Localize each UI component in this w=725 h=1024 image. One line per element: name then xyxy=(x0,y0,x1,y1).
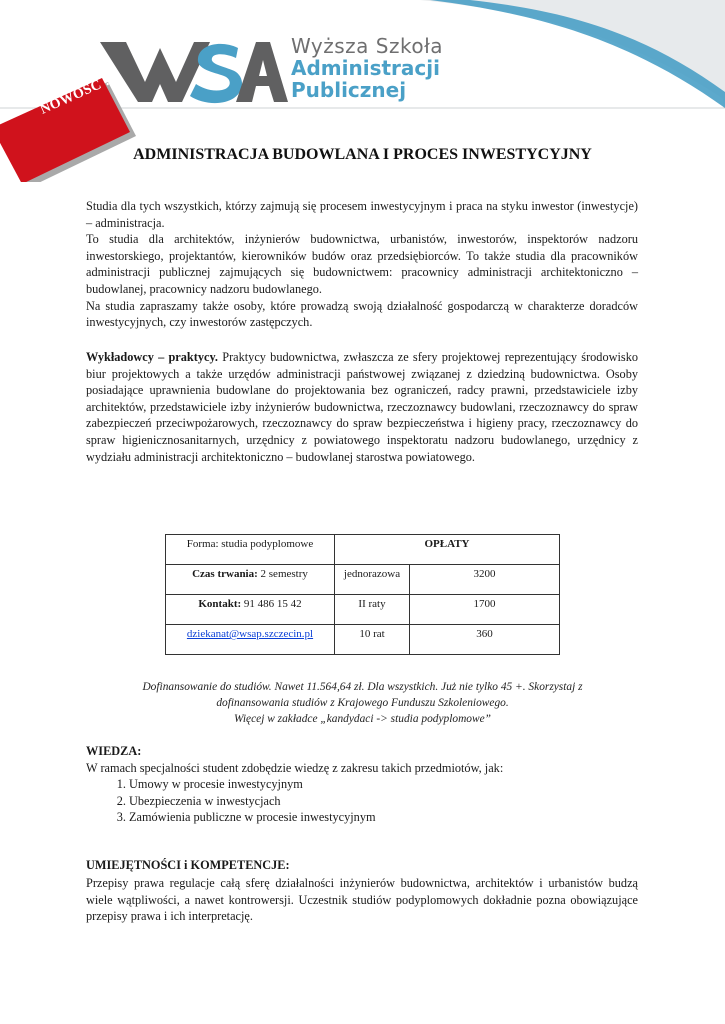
payment-mode: jednorazowa xyxy=(335,565,410,595)
page-title: ADMINISTRACJA BUDOWLANA I PROCES INWESTYCYJNY xyxy=(133,146,592,163)
swoosh-shape xyxy=(420,0,725,100)
logo-wordmark xyxy=(291,36,443,100)
fees-table xyxy=(165,534,560,655)
logo-line-2: Administracji xyxy=(291,56,440,80)
list-item: 3. Zamówienia publiczne w procesie inwestycyjnym xyxy=(129,809,376,826)
email-link[interactable]: dziekanat@wsap.szczecin.pl xyxy=(186,628,314,640)
intro-section xyxy=(86,198,638,331)
skills-title: UMIEJĘTNOŚCI i KOMPETENCJE: xyxy=(86,858,290,872)
logo-line-3: Publicznej xyxy=(291,78,407,102)
payment-mode: 10 rat xyxy=(335,625,410,655)
payment-amount: 360 xyxy=(410,625,560,655)
table-row xyxy=(166,535,560,565)
knowledge-title: WIEDZA: xyxy=(86,744,142,758)
fees-header: OPŁATY xyxy=(424,538,470,550)
intro-paragraph-1: Studia dla tych wszystkich, którzy zajmują się procesem inwestycyjnym i praca na styku inwestor (inwestycje) – administracja. xyxy=(86,199,638,230)
intro-paragraph-2: To studia dla architektów, inżynierów budownictwa, urbanistów, inwestorów, inspektorów nadzoru inwestorskiego, projektantów, kierowników budów oraz przedsiębiorców. To także studia dla pracowników administracji publicznej zajmujących się budownictwem: pracownicy administracji architektoniczno – budowlanej, pracownicy nadzoru budowlanego. xyxy=(86,232,638,296)
table-row xyxy=(166,625,560,655)
lecturers-text: Praktycy budownictwa, zwłaszcza ze sfery projektowej reprezentujący środowisko biur projektowych a także urzędów administracji państwowej związanej z dziedziną budownictwa. Osoby posiadające uprawnienia budowlane do projektowania bez ograniczeń, radcy prawni, przedstawiciele izby architektów, przedstawiciele izby inżynierów budownictwa, rzeczoznawcy budowlani, rzeczoznawcy do spraw zabezpieczeń przeciwpożarowych, rzeczoznawcy do spraw bezpieczeństwa i higieny pracy, rzeczoznawcy do spraw higienicznosanitarnych, urzędnicy z powiatowego inspektoratu nadzoru budowlanego, urzędnicy z wydziału administracji architektoniczno – budowlanej starostwa powiatowego. xyxy=(86,350,638,464)
form-cell: Forma: studia podyplomowe xyxy=(166,535,335,565)
payment-amount: 1700 xyxy=(410,595,560,625)
list-item: 2. Ubezpieczenia w inwestycjach xyxy=(129,793,376,810)
table-row xyxy=(166,565,560,595)
skills-text: Przepisy prawa regulacje całą sferę działalności inżynierów budownictwa, architektów i urbanistów budzą wiele wątpliwości, a nawet kontrowersji. Uczestnik studiów podyplomowych dokładnie pozna obowiązujące przepisy prawa i ich interpretację. xyxy=(86,876,638,923)
table-row xyxy=(166,595,560,625)
payment-mode: II raty xyxy=(335,595,410,625)
lecturers-label: Wykładowcy – praktycy. xyxy=(86,350,218,364)
intro-paragraph-3: Na studia zapraszamy także osoby, które prowadzą swoją działalność gospodarczą w charakterze doradców inwestycyjnych, czy inwestorów zastępczych. xyxy=(86,298,638,330)
list-item: 1. Umowy w procesie inwestycyjnym xyxy=(129,776,376,793)
new-badge: NOWOŚĆ !!! xyxy=(38,69,122,118)
knowledge-intro: W ramach specjalności student zdobędzie wiedzę z zakresu takich przedmiotów, jak: xyxy=(86,761,504,775)
logo-line-1: Wyższa Szkoła xyxy=(291,34,444,58)
knowledge-list xyxy=(86,776,376,826)
payment-amount: 3200 xyxy=(410,565,560,595)
funding-note: Dofinansowanie do studiów. Nawet 11.564,64 zł. Dla wszystkich. Już nie tylko 45 +. Skorzystaj z dofinansowania studiów z Krajowego Funduszu Szkoleniowego. Więcej w zakładce „kandydaci -> studia podyplomowe” xyxy=(142,681,583,725)
contact-cell: Kontakt: 91 486 15 42 xyxy=(166,595,335,625)
duration-cell: Czas trwania: 2 semestry xyxy=(166,565,335,595)
lecturers-section xyxy=(86,349,638,465)
